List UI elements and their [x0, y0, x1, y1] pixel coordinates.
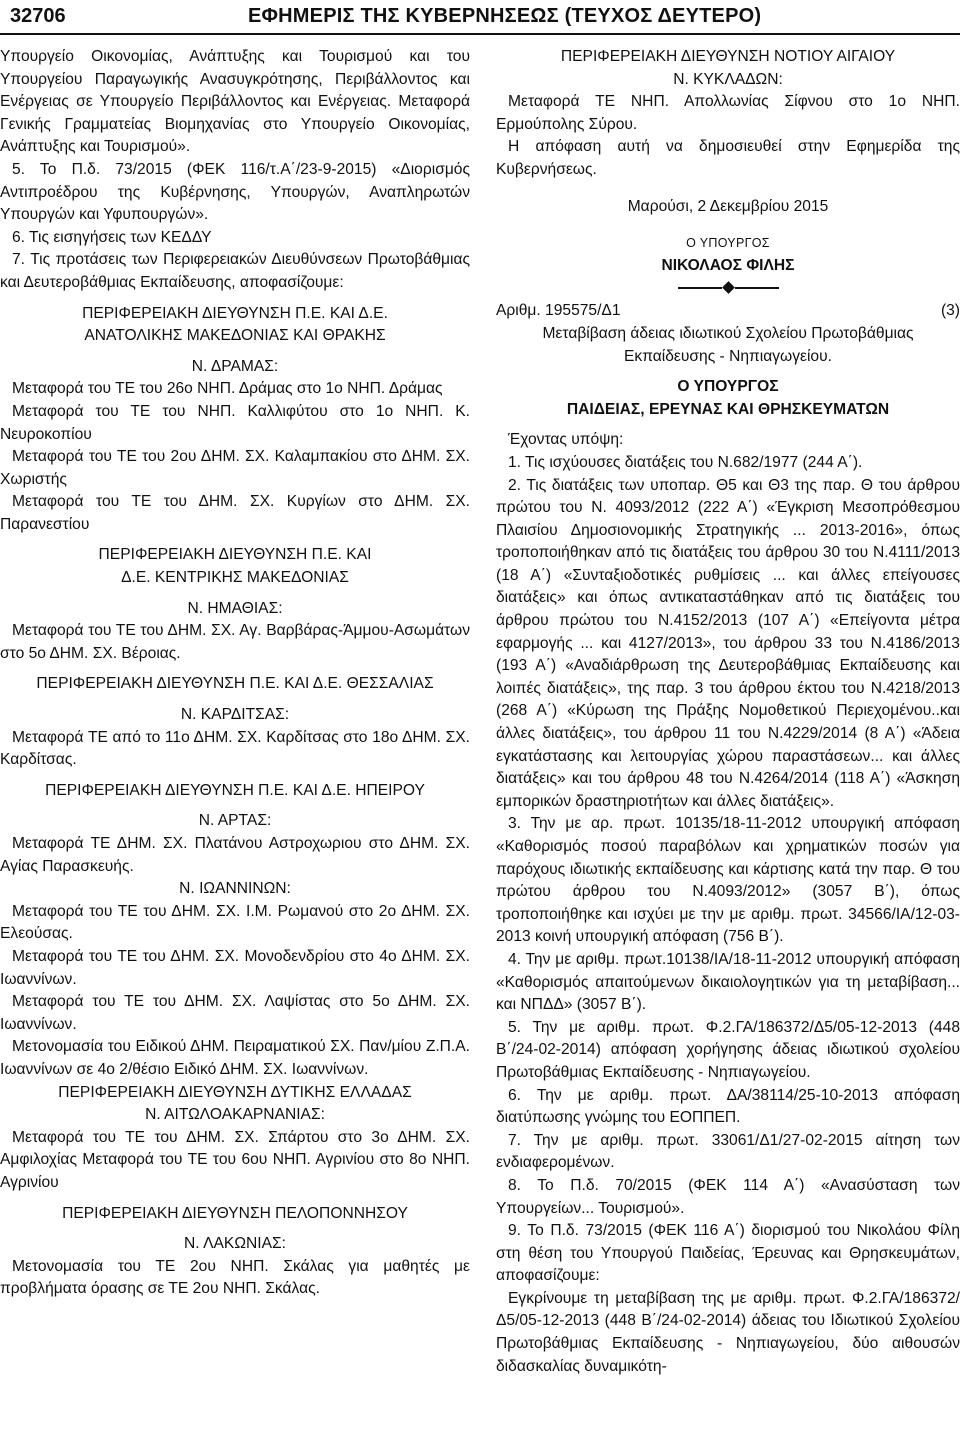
consideration-item: 1. Τις ισχύουσες διατάξεις του Ν.682/1977 (244 Α΄). [508, 453, 863, 471]
transfer-entry: Μεταφορά του ΤΕ του ΔΗΜ. ΣΧ. Σπάρτου στο 3ο ΔΗΜ. ΣΧ. Αμφιλοχίας Μεταφορά του ΤΕ του 6ου ΝΗΠ. Αγρινίου στο 8ο ΝΗΠ. Αγρινίου [0, 1128, 470, 1191]
region-heading: Δ.Ε. ΚΕΝΤΡΙΚΗΣ ΜΑΚΕΔΟΝΙΑΣ [121, 569, 349, 587]
transfer-entry: Μεταφορά του ΤΕ του ΔΗΜ. ΣΧ. Ι.Μ. Ρωμανού στο 2ο ΔΗΜ. ΣΧ. Ελεούσας. [0, 902, 470, 943]
intro-paragraph: Υπουργείο Οικονομίας, Ανάπτυξης και Τουρισμού και του Υπουργείου Παραγωγικής Ανασυγκρότησης, Περιβάλλοντος και Ενέργειας σε Υπουργείο Περιβάλλοντος και Ενέργειας. Μεταφορά Γενικής Γραμματείας Βιομηχανίας στο Υπουργείο Οικονομίας, Ανάπτυξης και Τουρισμού». [0, 48, 470, 156]
prefecture-heading: Ν. ΙΩΑΝΝΙΝΩΝ: [179, 880, 291, 898]
region-heading: ΠΕΡΙΦΕΡΕΙΑΚΗ ΔΙΕΥΘΥΝΣΗ ΝΟΤΙΟΥ ΑΙΓΑΙΟΥ [560, 48, 896, 65]
consideration-item: 5. Την με αριθμ. πρωτ. Φ.2.ΓΑ/186372/Δ5/05-12-2013 (448 Β΄/24-02-2014) απόφαση χορήγησης άδειας ιδιωτικού σχολείου Πρωτοβάθμιας Εκπαίδευσης - Νηπιαγωγείου. [496, 1018, 960, 1081]
considerations-heading: Έχοντας υπόψη: [508, 431, 624, 449]
transfer-entry: Μεταφορά ΤΕ ΔΗΜ. ΣΧ. Πλατάνου Αστροχωριου στο ΔΗΜ. ΣΧ. Αγίας Παρασκευής. [0, 835, 470, 875]
page-header [0, 0, 960, 34]
prefecture-heading: Ν. ΑΡΤΑΣ: [198, 812, 272, 830]
decision-seq: (3) [940, 302, 960, 320]
region-heading: ΠΕΡΙΦΕΡΕΙΑΚΗ ΔΙΕΥΘΥΝΣΗ Π.Ε. ΚΑΙ Δ.Ε. [82, 304, 388, 322]
transfer-entry: Μεταφορά του ΤΕ του ΔΗΜ. ΣΧ. Κυργίων στο ΔΗΜ. ΣΧ. Παρανεστίου [0, 493, 470, 533]
consideration-item: 4. Την με αριθμ. πρωτ.10138/ΙΑ/18-11-2012 υπουργική απόφαση «Καθορισμός απαιτούμενων δικαιολογητικών για τη μεταβίβαση... και ΝΠΔΔ» (3057 Β΄). [496, 950, 960, 1014]
item-5: 5. Το Π.δ. 73/2015 (ΦΕΚ 116/τ.Α΄/23-9-2015) «Διορισμός Αντιπροέδρου της Κυβέρνησης, Υπουργών, Αναπληρωτών Υπουργών και Υφυπουργών». [0, 160, 470, 224]
signatory-title: Ο ΥΠΟΥΡΓΟΣ [686, 236, 770, 251]
prefecture-heading: Ν. ΛΑΚΩΝΙΑΣ: [184, 1235, 286, 1253]
consideration-item: 6. Την με αριθμ. πρωτ. ΔΑ/38114/25-10-2013 απόφαση διατύπωσης γνώμης του ΕΟΠΠΕΠ. [496, 1086, 960, 1127]
authority-title: ΠΑΙΔΕΙΑΣ, ΕΡΕΥΝΑΣ ΚΑΙ ΘΡΗΣΚΕΥΜΑΤΩΝ [566, 400, 890, 418]
prefecture-heading: Ν. ΗΜΑΘΙΑΣ: [187, 599, 283, 617]
transfer-entry: Μεταφορά του ΤΕ του ΝΗΠ. Καλλιφύτου στο 1ο ΝΗΠ. Κ. Νευροκοπίου [0, 402, 470, 443]
prefecture-heading: Ν. ΚΑΡΔΙΤΣΑΣ: [180, 706, 290, 724]
prefecture-heading: Ν. ΔΡΑΜΑΣ: [191, 357, 279, 375]
consideration-item: 8. Το Π.δ. 70/2015 (ΦΕΚ 114 Α΄) «Ανασύσταση των Υπουργείων... Τουρισμού». [496, 1176, 960, 1217]
right-column [496, 46, 960, 1378]
diamond-icon [722, 281, 735, 294]
transfer-entry: Μετονομασία του ΤΕ 2ου ΝΗΠ. Σκάλας για μαθητές με προβλήματα όρασης σε ΤΕ 2ου ΝΗΠ. Σκάλας. [0, 1257, 470, 1298]
transfer-entry: Μεταφορά ΤΕ από το 11ο ΔΗΜ. ΣΧ. Καρδίτσας στο 18ο ΔΗΜ. ΣΧ. Καρδίτσας. [0, 728, 470, 769]
region-heading: ΠΕΡΙΦΕΡΕΙΑΚΗ ΔΙΕΥΘΥΝΣΗ Π.Ε. ΚΑΙ Δ.Ε. ΘΕΣΣΑΛΙΑΣ [36, 675, 434, 693]
consideration-item: 9. Το Π.δ. 73/2015 (ΦΕΚ 116 Α΄) διορισμού του Νικολάου Φίλη στη θέση του Υπουργού Παιδείας, Έρευνας και Θρησκευμάτων, αποφασίζουμε: [496, 1222, 960, 1285]
transfer-entry: Μετονομασία του Ειδικού ΔΗΜ. Πειραματικού ΣΧ. Παν/μίου Ζ.Π.Α. Ιωαννίνων σε 4ο 2/θέσιο Ειδικό ΔΗΜ. ΣΧ. Ιωαννίνων. [0, 1038, 470, 1078]
header-rule [0, 33, 960, 35]
section-divider [496, 283, 960, 292]
prefecture-heading: Ν. ΚΥΚΛΑΔΩΝ: [673, 70, 783, 88]
prefecture-heading: Ν. ΑΙΤΩΛΟΑΚΑΡΝΑΝΙΑΣ: [145, 1106, 325, 1124]
region-heading: ΠΕΡΙΦΕΡΕΙΑΚΗ ΔΙΕΥΘΥΝΣΗ ΔΥΤΙΚΗΣ ΕΛΛΑΔΑΣ [58, 1083, 412, 1101]
region-heading: ΠΕΡΙΦΕΡΕΙΑΚΗ ΔΙΕΥΘΥΝΣΗ Π.Ε. ΚΑΙ Δ.Ε. ΗΠΕΙΡΟΥ [45, 781, 425, 799]
region-heading: ΑΝΑΤΟΛΙΚΗΣ ΜΑΚΕΔΟΝΙΑΣ ΚΑΙ ΘΡΑΚΗΣ [84, 327, 386, 345]
gazette-title: ΕΦΗΜΕΡΙΣ ΤΗΣ ΚΥΒΕΡΝΗΣΕΩΣ (ΤΕΥΧΟΣ ΔΕΥΤΕΡΟ) [248, 5, 762, 27]
decision-subject: Μεταβίβαση άδειας ιδιωτικού Σχολείου Πρωτοβάθμιας Εκπαίδευσης - Νηπιαγωγείου. [542, 324, 914, 365]
decision-number-row [496, 300, 960, 323]
item-6: 6. Τις εισηγήσεις των ΚΕΔΔΥ [12, 228, 212, 246]
publication-clause: Η απόφαση αυτή να δημοσιευθεί στην Εφημερίδα της Κυβερνήσεως. [496, 138, 960, 178]
transfer-entry: Μεταφορά του ΤΕ του ΔΗΜ. ΣΧ. Λαψίστας στο 5ο ΔΗΜ. ΣΧ. Ιωαννίνων. [0, 993, 470, 1033]
region-heading: ΠΕΡΙΦΕΡΕΙΑΚΗ ΔΙΕΥΘΥΝΣΗ Π.Ε. ΚΑΙ [98, 546, 372, 564]
consideration-item: 3. Την με αρ. πρωτ. 10135/18-11-2012 υπουργική απόφαση «Καθορισμός ποσού παραβόλων και χρηματικών ποσών για παρόχους ιδιωτικής εκπαίδευσης και κάρτισης κατά την παρ. Θ του πρώτου άρθρου του Ν.4093/2012» (3057 Β΄), όπως τροποποιήθηκε και ισχύει με την με αριθμ. πρωτ. 34566/ΙΑ/12-03-2013 κοινή υπουργική απόφαση (756 Β΄). [496, 815, 960, 946]
decision-text: Εγκρίνουμε τη μεταβίβαση της με αριθμ. πρωτ. Φ.2.ΓΑ/186372/Δ5/05-12-2013 (448 Β΄/24-02-2014) άδειας του Ιδιωτικού Σχολείου Πρωτοβάθμιας Εκπαίδευσης - Νηπιαγωγείου, δύο αιθουσών διδασκαλίας δυναμικότη- [496, 1289, 960, 1375]
consideration-item: 7. Την με αριθμ. πρωτ. 33061/Δ1/27-02-2015 αίτηση των ενδιαφερομένων. [496, 1131, 960, 1172]
region-heading: ΠΕΡΙΦΕΡΕΙΑΚΗ ΔΙΕΥΘΥΝΣΗ ΠΕΛΟΠΟΝΝΗΣΟΥ [62, 1204, 408, 1222]
place-date: Μαρούσι, 2 Δεκεμβρίου 2015 [627, 197, 829, 215]
transfer-entry: Μεταφορά του ΤΕ του ΔΗΜ. ΣΧ. Μονοδενδρίου στο 4ο ΔΗΜ. ΣΧ. Ιωαννίνων. [0, 947, 470, 988]
consideration-item: 2. Τις διατάξεις των υποπαρ. Θ5 και Θ3 της παρ. Θ του άρθρου πρώτου του Ν. 4093/2012 (222 Α΄) «Έγκριση Μεσοπρόθεσμου Πλαισίου Δημοσιονομικής Στρατηγικής ... 2013-2016», όπως τροποποιήθηκαν από τις διατάξεις του άρθρου 30 του Ν.4111/2013 (18 Α΄) «Συνταξιοδοτικές ρυθμίσεις ... και άλλες επείγουσες διατάξεις» και όπως αντικαταστάθηκαν από τις διατάξεις του άρθρου πρώτου του Ν.4152/2013 (107 Α΄) «Επείγοντα μέτρα εφαρμογής ... και 4127/2013», του άρθρου 33 του Ν.4186/2013 (193 Α΄) «Αναδιάρθρωση της Δευτεροβάθμιας Εκπαίδευσης και λοιπές διατάξεις», της παρ. 3 του άρθρου έκτου του Ν.4218/2013 (268 Α΄) «Κύρωση της Πράξης Νομοθετικού Περιεχομένου..και άλλες διατάξεις», του άρθρου 11 του Ν.4229/2014 (8 Α΄) «Άδεια εγκατάστασης και λειτουργίας χώρου παραστάσεων... και άλλες διατάξεις» και του άρθρου 48 του Ν.4264/2014 (118 Α΄) «Άσκηση εμπορικών δραστηριοτήτων και άλλες διατάξεις». [496, 476, 960, 810]
signatory-name: ΝΙΚΟΛΑΟΣ ΦΙΛΗΣ [661, 256, 795, 274]
authority-title: Ο ΥΠΟΥΡΓΟΣ [677, 378, 779, 396]
transfer-entry: Μεταφορά του ΤΕ του 2ου ΔΗΜ. ΣΧ. Καλαμπακίου στο ΔΗΜ. ΣΧ. Χωριστής [0, 448, 470, 488]
decision-number: Αριθμ. 195575/Δ1 [496, 302, 621, 320]
transfer-entry: Μεταφορά του ΤΕ του 26ο ΝΗΠ. Δράμας στο 1ο ΝΗΠ. Δράμας [12, 380, 443, 398]
transfer-entry: Μεταφορά του ΤΕ του ΔΗΜ. ΣΧ. Αγ. Βαρβάρας-Άμμου-Ασωμάτων στο 5ο ΔΗΜ. ΣΧ. Βέροιας. [0, 622, 470, 662]
left-column [0, 46, 470, 1301]
transfer-entry: Μεταφορά ΤΕ ΝΗΠ. Απολλωνίας Σίφνου στο 1ο ΝΗΠ. Ερμούπολης Σύρου. [496, 93, 960, 133]
page-number: 32706 [10, 5, 66, 27]
item-7: 7. Τις προτάσεις των Περιφερειακών Διευθύνσεων Πρωτοβάθμιας και Δευτεροβάθμιας Εκπαίδευσης, αποφασίζουμε: [0, 251, 470, 291]
